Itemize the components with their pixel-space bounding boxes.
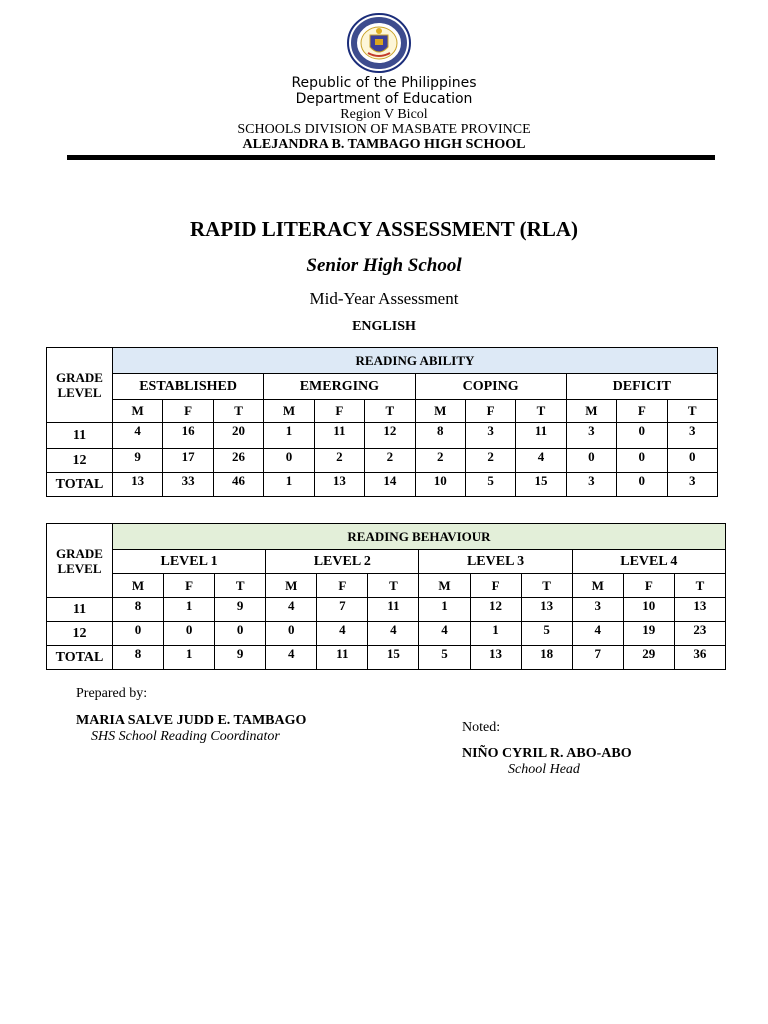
table-cell: 26 — [213, 449, 263, 473]
header-division: SCHOOLS DIVISION OF MASBATE PROVINCE — [237, 122, 531, 137]
row-label: 11 — [47, 423, 113, 449]
table-cell: 14 — [365, 473, 415, 497]
table-cell: 33 — [163, 473, 213, 497]
table-cell: 8 — [112, 598, 163, 622]
reading-ability-header: READING ABILITY — [112, 348, 717, 374]
header-department: Department of Education — [295, 91, 473, 107]
row-label: TOTAL — [47, 646, 113, 670]
table-row — [47, 449, 718, 473]
sub-header: F — [164, 574, 215, 598]
table-cell: 0 — [164, 622, 215, 646]
table-cell: 10 — [623, 598, 674, 622]
table-cell: 16 — [163, 423, 213, 449]
sub-header: M — [566, 400, 616, 423]
sub-header: M — [112, 400, 162, 423]
table-cell: 8 — [415, 423, 465, 449]
table-cell: 3 — [667, 423, 718, 449]
table-cell: 0 — [667, 449, 718, 473]
group-header: DEFICIT — [566, 374, 717, 400]
table-cell: 5 — [465, 473, 515, 497]
table-cell: 0 — [266, 622, 317, 646]
table-cell: 2 — [365, 449, 415, 473]
table-cell: 11 — [368, 598, 419, 622]
table-cell: 8 — [112, 646, 163, 670]
table-cell: 0 — [215, 622, 266, 646]
document-subtitle: Senior High School — [306, 255, 462, 276]
table-cell: 1 — [164, 646, 215, 670]
table-cell: 4 — [112, 423, 162, 449]
table-cell: 10 — [415, 473, 465, 497]
row-label: 11 — [47, 598, 113, 622]
sub-header: F — [465, 400, 515, 423]
table-row — [47, 646, 726, 670]
group-header: LEVEL 1 — [112, 550, 265, 574]
sub-header: M — [572, 574, 623, 598]
table-cell: 7 — [317, 598, 368, 622]
table-cell: 9 — [215, 646, 266, 670]
table-cell: 9 — [215, 598, 266, 622]
table-cell: 11 — [314, 423, 364, 449]
reading-ability-table — [46, 347, 718, 497]
table-cell: 23 — [674, 622, 725, 646]
group-header: LEVEL 2 — [266, 550, 419, 574]
table-cell: 13 — [521, 598, 572, 622]
table-cell: 4 — [266, 646, 317, 670]
table-cell: 36 — [674, 646, 725, 670]
sub-header: M — [266, 574, 317, 598]
table-cell: 0 — [264, 449, 314, 473]
table-cell: 0 — [617, 473, 667, 497]
group-header: COPING — [415, 374, 566, 400]
table-cell: 46 — [213, 473, 263, 497]
header-region: Region V Bicol — [340, 107, 428, 122]
table-cell: 4 — [368, 622, 419, 646]
group-header: EMERGING — [264, 374, 415, 400]
table-cell: 3 — [566, 473, 616, 497]
table-cell: 13 — [314, 473, 364, 497]
table-cell: 5 — [521, 622, 572, 646]
reading-behaviour-header: READING BEHAVIOUR — [112, 524, 725, 550]
subject-label: ENGLISH — [352, 319, 416, 334]
table-cell: 1 — [164, 598, 215, 622]
table-cell: 0 — [112, 622, 163, 646]
sub-header: T — [516, 400, 566, 423]
grade-level-header: GRADE LEVEL — [47, 348, 113, 423]
table-cell: 29 — [623, 646, 674, 670]
sub-header: F — [617, 400, 667, 423]
sub-header: T — [215, 574, 266, 598]
prepared-by-name: MARIA SALVE JUDD E. TAMBAGO — [76, 713, 307, 728]
header-divider — [67, 155, 715, 160]
table-cell: 4 — [419, 622, 470, 646]
table-cell: 13 — [470, 646, 521, 670]
sub-header: T — [674, 574, 725, 598]
table-cell: 7 — [572, 646, 623, 670]
sub-header: M — [112, 574, 163, 598]
table-row — [47, 473, 718, 497]
reading-behaviour-table — [46, 523, 726, 670]
table-cell: 1 — [264, 473, 314, 497]
table-cell: 17 — [163, 449, 213, 473]
table-cell: 11 — [516, 423, 566, 449]
document-title: RAPID LITERACY ASSESSMENT (RLA) — [190, 217, 578, 241]
table-cell: 12 — [470, 598, 521, 622]
table-cell: 0 — [566, 449, 616, 473]
sub-header: T — [365, 400, 415, 423]
row-label: TOTAL — [47, 473, 113, 497]
table-cell: 5 — [419, 646, 470, 670]
noted-name: NIÑO CYRIL R. ABO-ABO — [462, 746, 632, 761]
sub-header: M — [264, 400, 314, 423]
row-label: 12 — [47, 449, 113, 473]
table-cell: 1 — [470, 622, 521, 646]
sub-header: F — [317, 574, 368, 598]
table-cell: 1 — [264, 423, 314, 449]
sub-header: T — [521, 574, 572, 598]
table-cell: 3 — [572, 598, 623, 622]
table-cell: 4 — [266, 598, 317, 622]
table-cell: 2 — [415, 449, 465, 473]
table-cell: 18 — [521, 646, 572, 670]
row-label: 12 — [47, 622, 113, 646]
sub-header: M — [415, 400, 465, 423]
header-school: ALEJANDRA B. TAMBAGO HIGH SCHOOL — [242, 137, 526, 152]
sub-header: T — [667, 400, 718, 423]
table-cell: 20 — [213, 423, 263, 449]
noted-label: Noted: — [462, 720, 501, 735]
table-cell: 12 — [365, 423, 415, 449]
table-cell: 3 — [465, 423, 515, 449]
sub-header: M — [419, 574, 470, 598]
prepared-by-label: Prepared by: — [76, 686, 148, 701]
sub-header: F — [314, 400, 364, 423]
group-header: ESTABLISHED — [112, 374, 263, 400]
table-cell: 2 — [465, 449, 515, 473]
table-cell: 13 — [112, 473, 162, 497]
sub-header: T — [368, 574, 419, 598]
prepared-by-role: SHS School Reading Coordinator — [91, 729, 280, 744]
table-cell: 0 — [617, 449, 667, 473]
sub-header: T — [213, 400, 263, 423]
noted-role: School Head — [508, 762, 580, 777]
table-cell: 9 — [112, 449, 162, 473]
table-cell: 11 — [317, 646, 368, 670]
group-header: LEVEL 4 — [572, 550, 725, 574]
table-cell: 19 — [623, 622, 674, 646]
table-cell: 4 — [516, 449, 566, 473]
table-cell: 13 — [674, 598, 725, 622]
table-cell: 3 — [566, 423, 616, 449]
sub-header: F — [163, 400, 213, 423]
sub-header: F — [470, 574, 521, 598]
table-cell: 1 — [419, 598, 470, 622]
table-cell: 3 — [667, 473, 718, 497]
header-republic: Republic of the Philippines — [291, 75, 477, 91]
table-row — [47, 423, 718, 449]
sub-header: F — [623, 574, 674, 598]
table-row — [47, 598, 726, 622]
table-row — [47, 622, 726, 646]
table-cell: 4 — [317, 622, 368, 646]
assessment-period: Mid-Year Assessment — [309, 289, 459, 308]
table-cell: 2 — [314, 449, 364, 473]
table-cell: 15 — [516, 473, 566, 497]
group-header: LEVEL 3 — [419, 550, 572, 574]
table-cell: 15 — [368, 646, 419, 670]
grade-level-header: GRADE LEVEL — [47, 524, 113, 598]
table-cell: 0 — [617, 423, 667, 449]
deped-seal-logo — [346, 13, 412, 73]
table-cell: 4 — [572, 622, 623, 646]
